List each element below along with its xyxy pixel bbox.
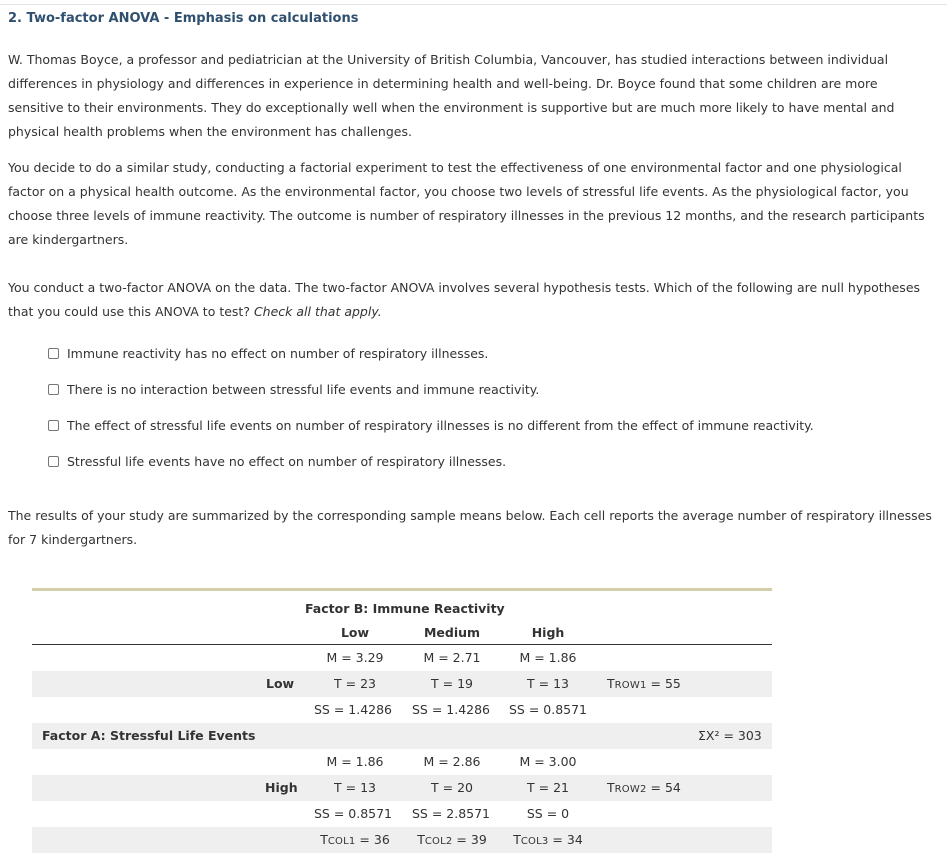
total-letter: T [607, 676, 615, 691]
checkbox[interactable] [48, 456, 59, 467]
total-subscript: ROW1 [614, 680, 647, 691]
cell-ss: SS = 1.4286 [411, 702, 491, 717]
top-divider [0, 4, 947, 5]
total-value: = 34 [552, 832, 583, 847]
cell-total: T = 21 [527, 780, 569, 795]
col-header-low: Low [340, 625, 370, 640]
col-total-3 [513, 832, 583, 847]
total-subscript: COL1 [327, 836, 356, 847]
option-interaction[interactable] [48, 380, 539, 398]
total-subscript: ROW2 [614, 784, 647, 795]
prompt-paragraph [8, 276, 933, 324]
cell-total: T = 13 [527, 676, 569, 691]
instruction-text: Check all that apply. [253, 304, 382, 319]
row-label-low: Low [266, 676, 295, 691]
cell-mean: M = 3.00 [519, 754, 577, 769]
total-value: = 54 [650, 780, 681, 795]
total-subscript: COL2 [424, 836, 453, 847]
row-band [32, 827, 772, 853]
cell-ss: SS = 0.8571 [313, 806, 393, 821]
cell-total: T = 19 [431, 676, 473, 691]
checkbox[interactable] [48, 384, 59, 395]
col-header-high: High [531, 625, 565, 640]
cell-total: T = 23 [334, 676, 376, 691]
sum-x-squared: ΣX² = 303 [698, 728, 762, 743]
option-label: Immune reactivity has no effect on number of respiratory illnesses. [67, 345, 489, 361]
total-letter: T [417, 832, 425, 847]
total-letter: T [513, 832, 521, 847]
total-value: = 55 [650, 676, 681, 691]
option-compare-effects[interactable] [48, 416, 814, 434]
option-stress-effect[interactable] [48, 452, 506, 470]
cell-ss: SS = 0 [526, 806, 570, 821]
row-total-2 [607, 780, 681, 795]
option-label: The effect of stressful life events on number of respiratory illnesses is no different from the effect of immune reactivity. [67, 417, 814, 433]
option-label: Stressful life events have no effect on number of respiratory illnesses. [67, 453, 507, 469]
cell-ss: SS = 0.8571 [508, 702, 588, 717]
factor-b-label: Factor B: Immune Reactivity [305, 601, 505, 616]
cell-mean: M = 1.86 [519, 650, 577, 665]
intro-paragraph: W. Thomas Boyce, a professor and pediatrician at the University of British Columbia, Vancouver, has studied interactions between individual differences in physiology and differences in experience in determining health and well-being. Dr. Boyce found that some children are more sensitive to their environments. They do exceptionally well when the environment is supportive but are much more likely to have mental and physical health problems when the environment has challenges. [8, 52, 895, 139]
cell-mean: M = 3.29 [326, 650, 384, 665]
total-letter: T [607, 780, 615, 795]
cell-ss: SS = 2.8571 [411, 806, 491, 821]
option-immune-effect[interactable] [48, 344, 488, 362]
row-label-high: High [265, 780, 298, 795]
cell-ss: SS = 1.4286 [313, 702, 393, 717]
checkbox[interactable] [48, 420, 59, 431]
table-top-border [32, 588, 772, 591]
col-total-1 [320, 832, 390, 847]
cell-total: T = 20 [431, 780, 473, 795]
cell-mean: M = 2.86 [423, 754, 481, 769]
row-total-1 [607, 676, 681, 691]
prompt-text: You conduct a two-factor ANOVA on the data. The two-factor ANOVA involves several hypothesis tests. Which of the following are null hypotheses that you could use this ANOVA to test? [8, 280, 921, 319]
results-paragraph: The results of your study are summarized by the corresponding sample means below. Each cell reports the average number of respiratory illnesses for 7 kindergartners. [8, 508, 932, 547]
header-underline [32, 644, 772, 645]
cell-total: T = 13 [334, 780, 376, 795]
option-label: There is no interaction between stressful life events and immune reactivity. [67, 381, 540, 397]
cell-mean: M = 2.71 [423, 650, 481, 665]
total-letter: T [320, 832, 328, 847]
col-total-2 [417, 832, 487, 847]
total-value: = 36 [359, 832, 390, 847]
design-paragraph: You decide to do a similar study, conducting a factorial experiment to test the effectiveness of one environmental factor and one physiological factor on a physical health outcome. As the environmental factor, you choose two levels of stressful life events. As the physiological factor, you choose three levels of immune reactivity. The outcome is number of respiratory illnesses in the previous 12 months, and the research participants are kindergartners. [8, 160, 925, 247]
checkbox[interactable] [48, 348, 59, 359]
factor-a-label: Factor A: Stressful Life Events [42, 728, 256, 743]
cell-mean: M = 1.86 [326, 754, 384, 769]
total-subscript: COL3 [520, 836, 549, 847]
total-value: = 39 [456, 832, 487, 847]
col-header-medium: Medium [423, 625, 481, 640]
question-title: 2. Two-factor ANOVA - Emphasis on calculations [8, 11, 359, 26]
